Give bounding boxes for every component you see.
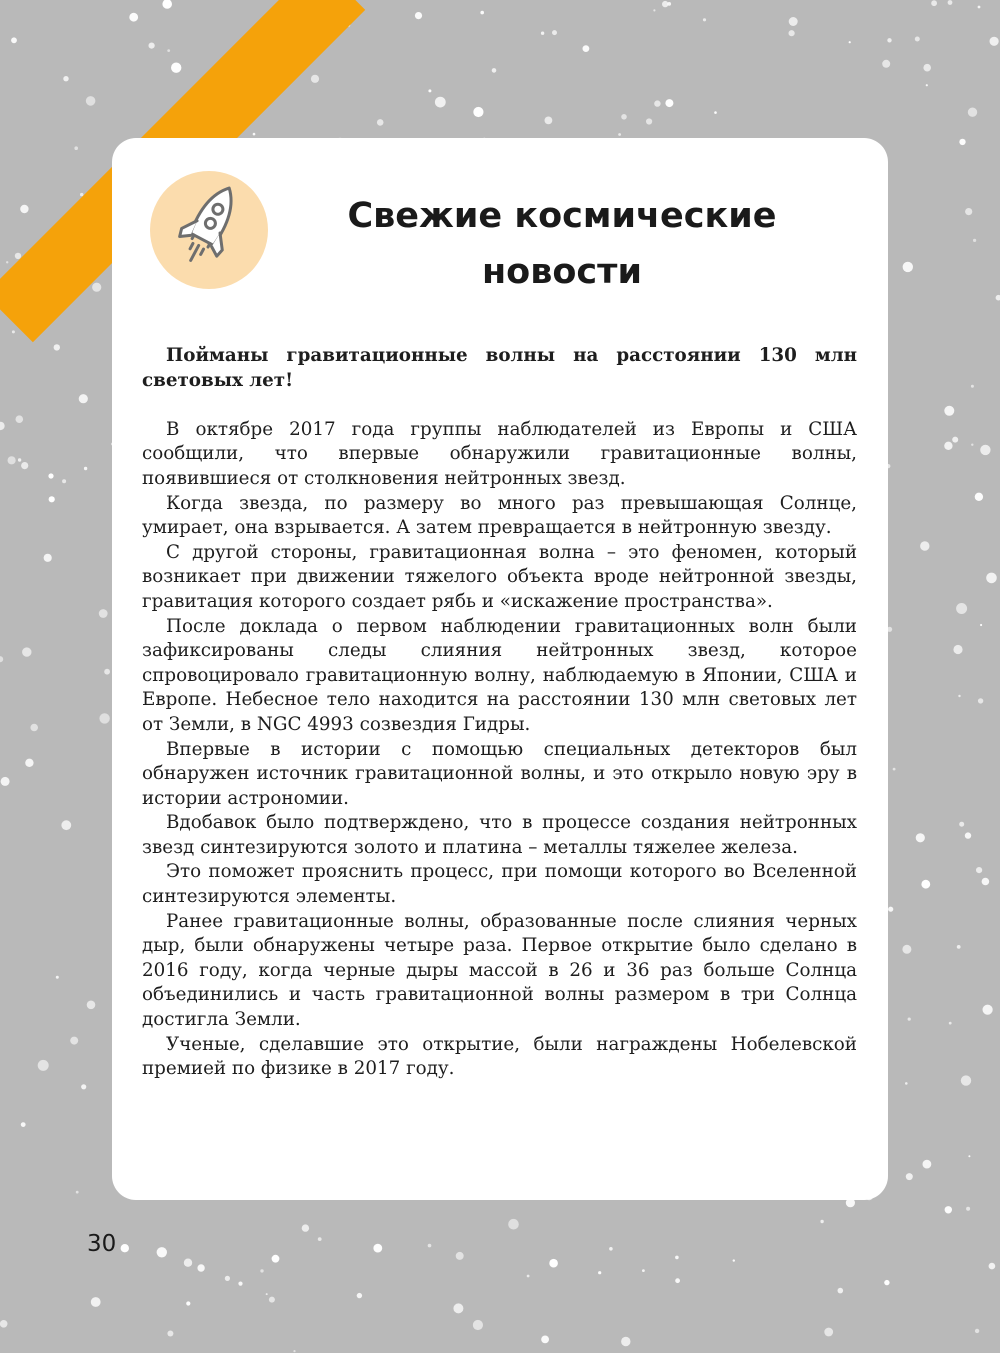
snow-dot <box>473 107 483 117</box>
snow-dot <box>980 445 990 455</box>
snow-dot <box>508 1219 519 1230</box>
content-card <box>112 138 888 1200</box>
snow-dot <box>662 1 668 7</box>
page-number: 30 <box>87 1231 117 1257</box>
snow-dot <box>945 1206 952 1213</box>
snow-dot <box>824 1328 833 1337</box>
snow-dot <box>966 1207 970 1211</box>
snow-dot <box>1 777 10 786</box>
snow-dot <box>48 473 53 478</box>
article-paragraph: Это поможет прояснить процесс, при помощи которого во Вселенной синтезируются элементы. <box>142 861 857 908</box>
snow-dot <box>965 832 971 838</box>
snow-dot <box>428 1244 432 1248</box>
snow-dot <box>959 139 965 145</box>
snow-dot <box>527 1275 530 1278</box>
snow-dot <box>81 1084 86 1089</box>
snow-dot <box>480 11 484 15</box>
snow-dot <box>25 759 33 767</box>
snow-dot <box>15 415 23 423</box>
snow-dot <box>63 76 68 81</box>
snow-dot <box>609 1247 613 1251</box>
snow-dot <box>541 1336 549 1344</box>
snow-dot <box>654 100 660 106</box>
snow-dot <box>269 1297 275 1303</box>
article-paragraph: В октябре 2017 года группы наблюдателей из Европы и США сообщили, что впервые обнаружили гравитационные волны, появившиеся от столкновения нейтронных звезд. <box>142 418 857 489</box>
snow-dot <box>129 13 138 22</box>
snow-dot <box>21 1122 26 1127</box>
snow-dot <box>849 41 851 43</box>
snow-dot <box>978 698 983 703</box>
snow-dot <box>953 645 962 654</box>
snow-dot <box>260 1269 263 1272</box>
snow-dot <box>0 422 5 430</box>
snow-dot <box>545 117 553 125</box>
snow-dot <box>184 1259 192 1267</box>
snow-dot <box>986 573 997 584</box>
snow-dot <box>908 1018 911 1021</box>
snow-dot <box>121 1244 129 1252</box>
snow-dot <box>22 647 31 656</box>
snow-dot <box>21 462 28 469</box>
snow-dot <box>541 32 544 35</box>
snow-dot <box>789 17 798 26</box>
article-paragraph: Ученые, сделавшие это открытие, были награждены Нобелевской премией по физике в 2017 году. <box>142 1033 857 1080</box>
snow-dot <box>74 146 78 150</box>
snow-dot <box>968 1155 970 1157</box>
snow-dot <box>915 37 920 42</box>
snow-dot <box>916 833 925 842</box>
snow-dot <box>492 68 497 73</box>
article-paragraph: Вдобавок было подтверждено, что в процессе создания нейтронных звезд синтезируются золото и платина – металлы тяжелее железа. <box>142 812 857 858</box>
snow-dot <box>549 1259 558 1268</box>
snow-dot <box>197 1264 204 1271</box>
snow-dot <box>18 458 21 461</box>
snow-dot <box>982 878 990 886</box>
snow-dot <box>238 1282 242 1286</box>
snow-dot <box>903 262 913 272</box>
snow-dot <box>975 1329 979 1333</box>
snow-dot <box>167 49 170 52</box>
snow-dot <box>893 768 896 771</box>
snow-dot <box>621 1337 630 1346</box>
article-paragraph: С другой стороны, гравитационная волна – это феномен, который возникает при движении тяжелого объекта вроде нейтронной звезды, гравитация которого создает рябь и «искажение пространства». <box>142 541 857 612</box>
article-paragraph: Ранее гравитационные волны, образованные после слияния черных дыр, были обнаружены четыре раза. Первое открытие было сделано в 2016 году, когда черные дыры массой в 26 и 36 раз больше Солнца объединились и часть гравитационной волны размером в три Солнца достигла Земли. <box>142 910 857 1031</box>
snow-dot <box>884 1280 889 1285</box>
snow-dot <box>882 60 890 68</box>
snow-dot <box>583 45 590 52</box>
snow-dot <box>30 724 38 732</box>
snow-dot <box>162 0 172 9</box>
snow-dot <box>453 1303 463 1313</box>
snow-dot <box>948 0 953 5</box>
snow-dot <box>0 1320 8 1328</box>
snow-dot <box>621 114 627 120</box>
snow-dot <box>266 1293 268 1295</box>
snow-dot <box>20 205 28 213</box>
snow-dot <box>157 1247 167 1257</box>
snow-dot <box>62 479 66 483</box>
snow-dot <box>302 1224 309 1231</box>
snow-dot <box>415 12 422 19</box>
snow-dot <box>944 442 952 450</box>
snow-dot <box>253 133 256 136</box>
snow-dot <box>959 822 964 827</box>
snow-dot <box>646 118 652 124</box>
snow-dot <box>665 99 673 107</box>
snow-dot <box>968 108 977 117</box>
snow-dot <box>293 1350 295 1352</box>
snow-dot <box>931 0 937 6</box>
snow-dot <box>76 1191 79 1194</box>
snow-dot <box>887 38 891 42</box>
snow-dot <box>84 467 87 470</box>
snow-dot <box>906 1173 913 1180</box>
snow-dot <box>978 6 981 9</box>
snow-dot <box>957 945 961 949</box>
snow-dot <box>990 37 999 46</box>
snow-dot <box>435 97 446 108</box>
snow-dot <box>0 656 3 662</box>
snow-dot <box>311 75 319 83</box>
snow-dot <box>428 89 431 92</box>
snow-dot <box>44 554 52 562</box>
snow-dot <box>149 43 155 49</box>
snow-dot <box>921 880 930 889</box>
snow-dot <box>54 344 60 350</box>
snow-dot <box>473 1320 483 1330</box>
snow-dot <box>905 1082 908 1085</box>
snow-dot <box>38 1060 49 1071</box>
snow-dot <box>6 261 8 263</box>
snow-dot <box>653 9 655 11</box>
snow-dot <box>976 867 982 873</box>
snow-dot <box>996 295 1000 301</box>
snow-dot <box>86 96 96 106</box>
snow-dot <box>888 907 893 912</box>
snow-dot <box>70 1037 78 1045</box>
snow-dot <box>225 1276 230 1281</box>
snow-dot <box>186 1301 190 1305</box>
article-paragraph: Впервые в истории с помощью специальных детекторов был обнаружен источник гравитационной волны, и это открыло новую эру в истории астрономии. <box>142 738 857 809</box>
snow-dot <box>377 119 384 126</box>
snow-dot <box>975 493 983 501</box>
snow-dot <box>99 713 109 723</box>
snow-dot <box>820 1220 823 1223</box>
snow-dot <box>965 208 972 215</box>
snow-dot <box>552 30 557 35</box>
snow-dot <box>272 1255 280 1263</box>
article-body <box>142 344 857 1082</box>
snow-dot <box>79 394 88 403</box>
snow-dot <box>989 1263 996 1270</box>
snow-dot <box>642 1269 645 1272</box>
rocket-icon <box>150 171 268 289</box>
snow-dot <box>167 1331 173 1337</box>
snow-dot <box>99 609 108 618</box>
snow-dot <box>49 496 55 502</box>
snow-dot <box>318 1237 322 1241</box>
article-subtitle: Пойманы гравитационные волны на расстоянии 130 млн световых лет! <box>142 345 857 391</box>
snow-dot <box>92 283 101 292</box>
snow-dot <box>920 541 929 550</box>
snow-dot <box>733 1259 735 1261</box>
snow-dot <box>598 1271 601 1274</box>
article-paragraph: После доклада о первом наблюдении гравитационных волн были зафиксированы следы слияния нейтронных звезд, которое спровоцировало гравитационную волну, наблюдаемую в Японии, США и Европе. Небесное тело находится на расстоянии 130 млн световых лет от Земли, в NGC 4993 созвездия Гидры. <box>142 615 857 735</box>
snow-dot <box>56 976 59 979</box>
snow-dot <box>357 1293 362 1298</box>
snow-dot <box>171 62 181 72</box>
snow-dot <box>958 695 960 697</box>
snow-dot <box>923 64 931 72</box>
snow-dot <box>61 820 71 830</box>
snow-dot <box>949 1022 952 1025</box>
snow-dot <box>87 1001 96 1010</box>
snow-dot <box>675 1278 680 1283</box>
page-title: Свежие космические новости <box>347 196 777 292</box>
snow-dot <box>956 603 967 614</box>
snow-dot <box>789 30 795 36</box>
rocket-badge <box>150 171 268 289</box>
snow-dot <box>618 133 621 136</box>
snow-dot <box>456 1252 464 1260</box>
snow-dot <box>926 84 928 86</box>
snow-dot <box>838 1288 844 1294</box>
snow-dot <box>983 1005 993 1015</box>
snow-dot <box>675 1256 679 1260</box>
article-paragraph: Когда звезда, по размеру во много раз превышающая Солнце, умирает, она взрывается. А затем превращается в нейтронную звезду. <box>142 492 857 539</box>
snow-dot <box>373 1244 382 1253</box>
snow-dot <box>714 111 717 114</box>
snow-dot <box>980 624 982 626</box>
snow-dot <box>91 1297 101 1307</box>
snow-dot <box>971 444 973 446</box>
snow-dot <box>944 406 954 416</box>
snow-dot <box>923 1160 932 1169</box>
snow-dot <box>971 385 974 388</box>
snow-dot <box>952 437 958 443</box>
snow-dot <box>961 1075 971 1085</box>
snow-dot <box>12 330 15 333</box>
snow-dot <box>973 239 976 242</box>
snow-dot <box>11 37 17 43</box>
snow-dot <box>703 18 706 21</box>
snow-dot <box>902 945 911 954</box>
snow-dot <box>104 669 110 675</box>
snow-dot <box>8 456 16 464</box>
